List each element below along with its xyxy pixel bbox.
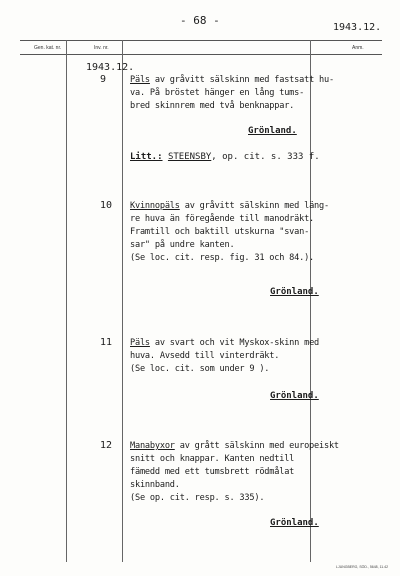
entry-line: re huva än föregående till manodräkt. xyxy=(130,214,315,224)
entry-line: (Se op. cit. resp. s. 335). xyxy=(130,493,265,503)
entry-line: va. På bröstet hänger en lång tums- xyxy=(130,88,305,98)
entry-line xyxy=(130,75,334,85)
page-number: - 68 - xyxy=(180,14,220,27)
column-divider xyxy=(310,40,311,562)
inventory-number: 11 xyxy=(100,337,113,348)
literature-source: , op. cit. s. 333 f. xyxy=(211,152,320,162)
entry-title: Päls xyxy=(130,75,150,85)
entry-line: bred skinnrem med två benknappar. xyxy=(130,101,295,111)
entry-line: fämedd med ett tumsbrett rödmålat xyxy=(130,467,295,477)
column-anm: Anm. xyxy=(352,45,364,51)
entry-line xyxy=(130,441,339,451)
inventory-number: 9 xyxy=(100,74,107,85)
column-inv: Inv. nr. xyxy=(94,45,109,51)
region-label: Grönland. xyxy=(270,287,319,297)
literature-label: Litt.: xyxy=(130,152,163,162)
column-header-row xyxy=(20,40,382,55)
year-header: 1943.12. xyxy=(333,22,382,33)
entry-line xyxy=(130,201,329,211)
entry-text: av gråvitt sälskinn med fastsatt hu- xyxy=(149,75,334,85)
entry-title: Päls xyxy=(130,338,150,348)
column-divider xyxy=(122,40,123,562)
entry-title: Kvinnopäls xyxy=(130,201,180,211)
literature-reference xyxy=(130,152,320,162)
column-divider xyxy=(66,40,67,562)
entry-text: av grått sälskinn med europeiskt xyxy=(174,441,339,451)
entry-line: Framtill och baktill utskurna "svan- xyxy=(130,227,310,237)
region-label: Grönland. xyxy=(270,518,319,528)
entry-line: (Se loc. cit. som under 9 ). xyxy=(130,364,270,374)
entry-line: snitt och knappar. Kanten nedtill xyxy=(130,454,295,464)
inventory-number: 10 xyxy=(100,200,113,211)
entry-line: (Se loc. cit. resp. fig. 31 och 84.). xyxy=(130,253,315,263)
entry-title: Manabyxor xyxy=(130,441,175,451)
region-label: Grönland. xyxy=(248,126,297,136)
entry-text: av gråvitt sälskinn med läng- xyxy=(179,201,329,211)
entry-year: 1943.12. xyxy=(86,62,135,73)
entry-line: huva. Avsedd till vinterdräkt. xyxy=(130,351,280,361)
printer-mark: LJUNGBERG, SÖD., 5648, 11.42 xyxy=(336,565,389,569)
literature-author: STEENSBY xyxy=(167,152,212,162)
region-label: Grönland. xyxy=(270,391,319,401)
inventory-number: 12 xyxy=(100,440,113,451)
entry-text: av svart och vit Myskox-skinn med xyxy=(149,338,320,348)
entry-line: skinnband. xyxy=(130,480,180,490)
entry-line: sar" på undre kanten. xyxy=(130,240,235,250)
entry-line xyxy=(130,338,319,348)
column-gen-kat: Gen. kat. nr. xyxy=(34,45,62,51)
